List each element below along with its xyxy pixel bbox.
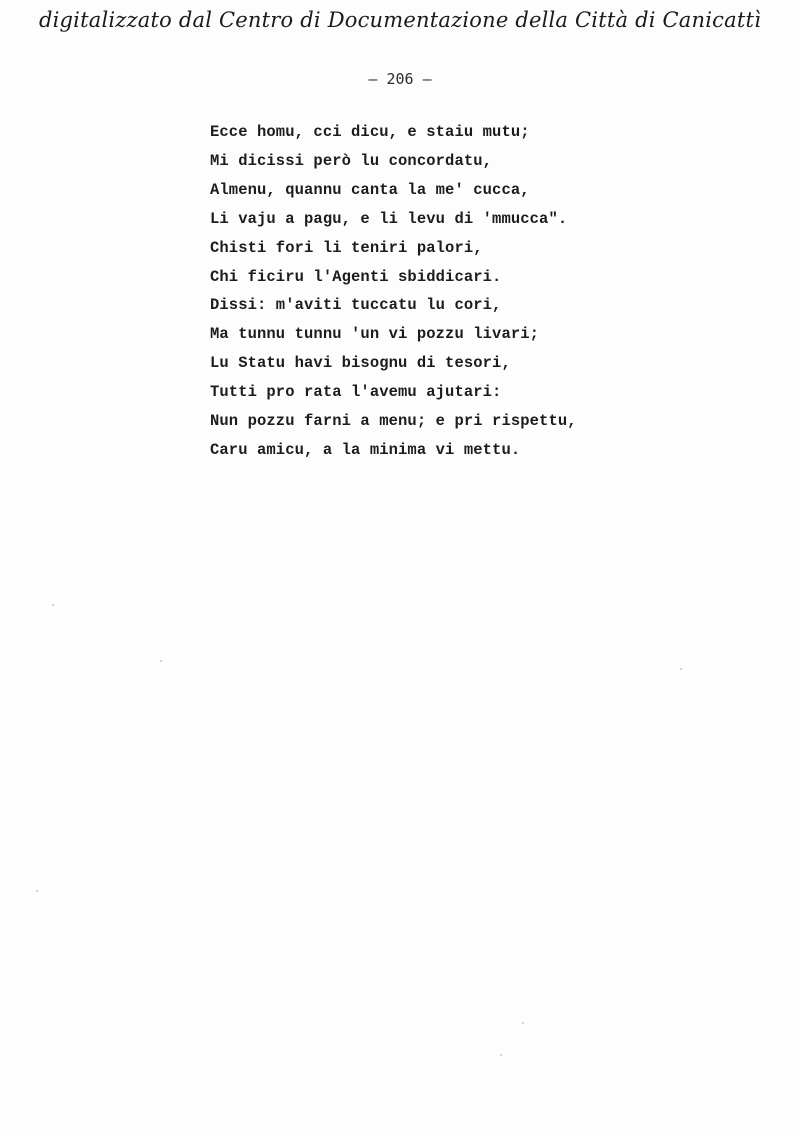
poem-line: Ma tunnu tunnu 'un vi pozzu livari;	[210, 325, 540, 344]
scan-speck	[680, 668, 682, 670]
poem-line: Almenu, quannu canta la me' cucca,	[210, 180, 530, 199]
poem-stanza	[210, 118, 577, 465]
poem-line: Nun pozzu farni a menu; e pri rispettu,	[210, 412, 577, 431]
scan-speck	[522, 1022, 524, 1024]
scan-speck	[160, 660, 162, 662]
scan-speck	[52, 604, 54, 606]
scan-speck	[500, 1054, 502, 1056]
poem-line: Tutti pro rata l'avemu ajutari:	[210, 383, 502, 402]
page-number: – 206 –	[368, 70, 432, 88]
poem-line: Ecce homu, cci dicu, e staiu mutu;	[210, 123, 530, 141]
scan-speck	[36, 890, 38, 892]
poem-line: Mi dicissi però lu concordatu,	[210, 151, 493, 170]
poem-line: Li vaju a pagu, e li levu di 'mmucca".	[210, 209, 568, 228]
poem-line: Dissi: m'aviti tuccatu lu cori,	[210, 296, 502, 315]
poem-line: Lu Statu havi bisognu di tesori,	[210, 354, 511, 373]
poem-line: Chisti fori li teniri palori,	[210, 238, 483, 257]
digitization-watermark: digitalizzato dal Centro di Documentazione della Città di Canicattì	[38, 8, 762, 32]
poem-line: Chi ficiru l'Agenti sbiddicari.	[210, 267, 502, 286]
poem-line: Caru amicu, a la minima vi mettu.	[210, 440, 521, 459]
